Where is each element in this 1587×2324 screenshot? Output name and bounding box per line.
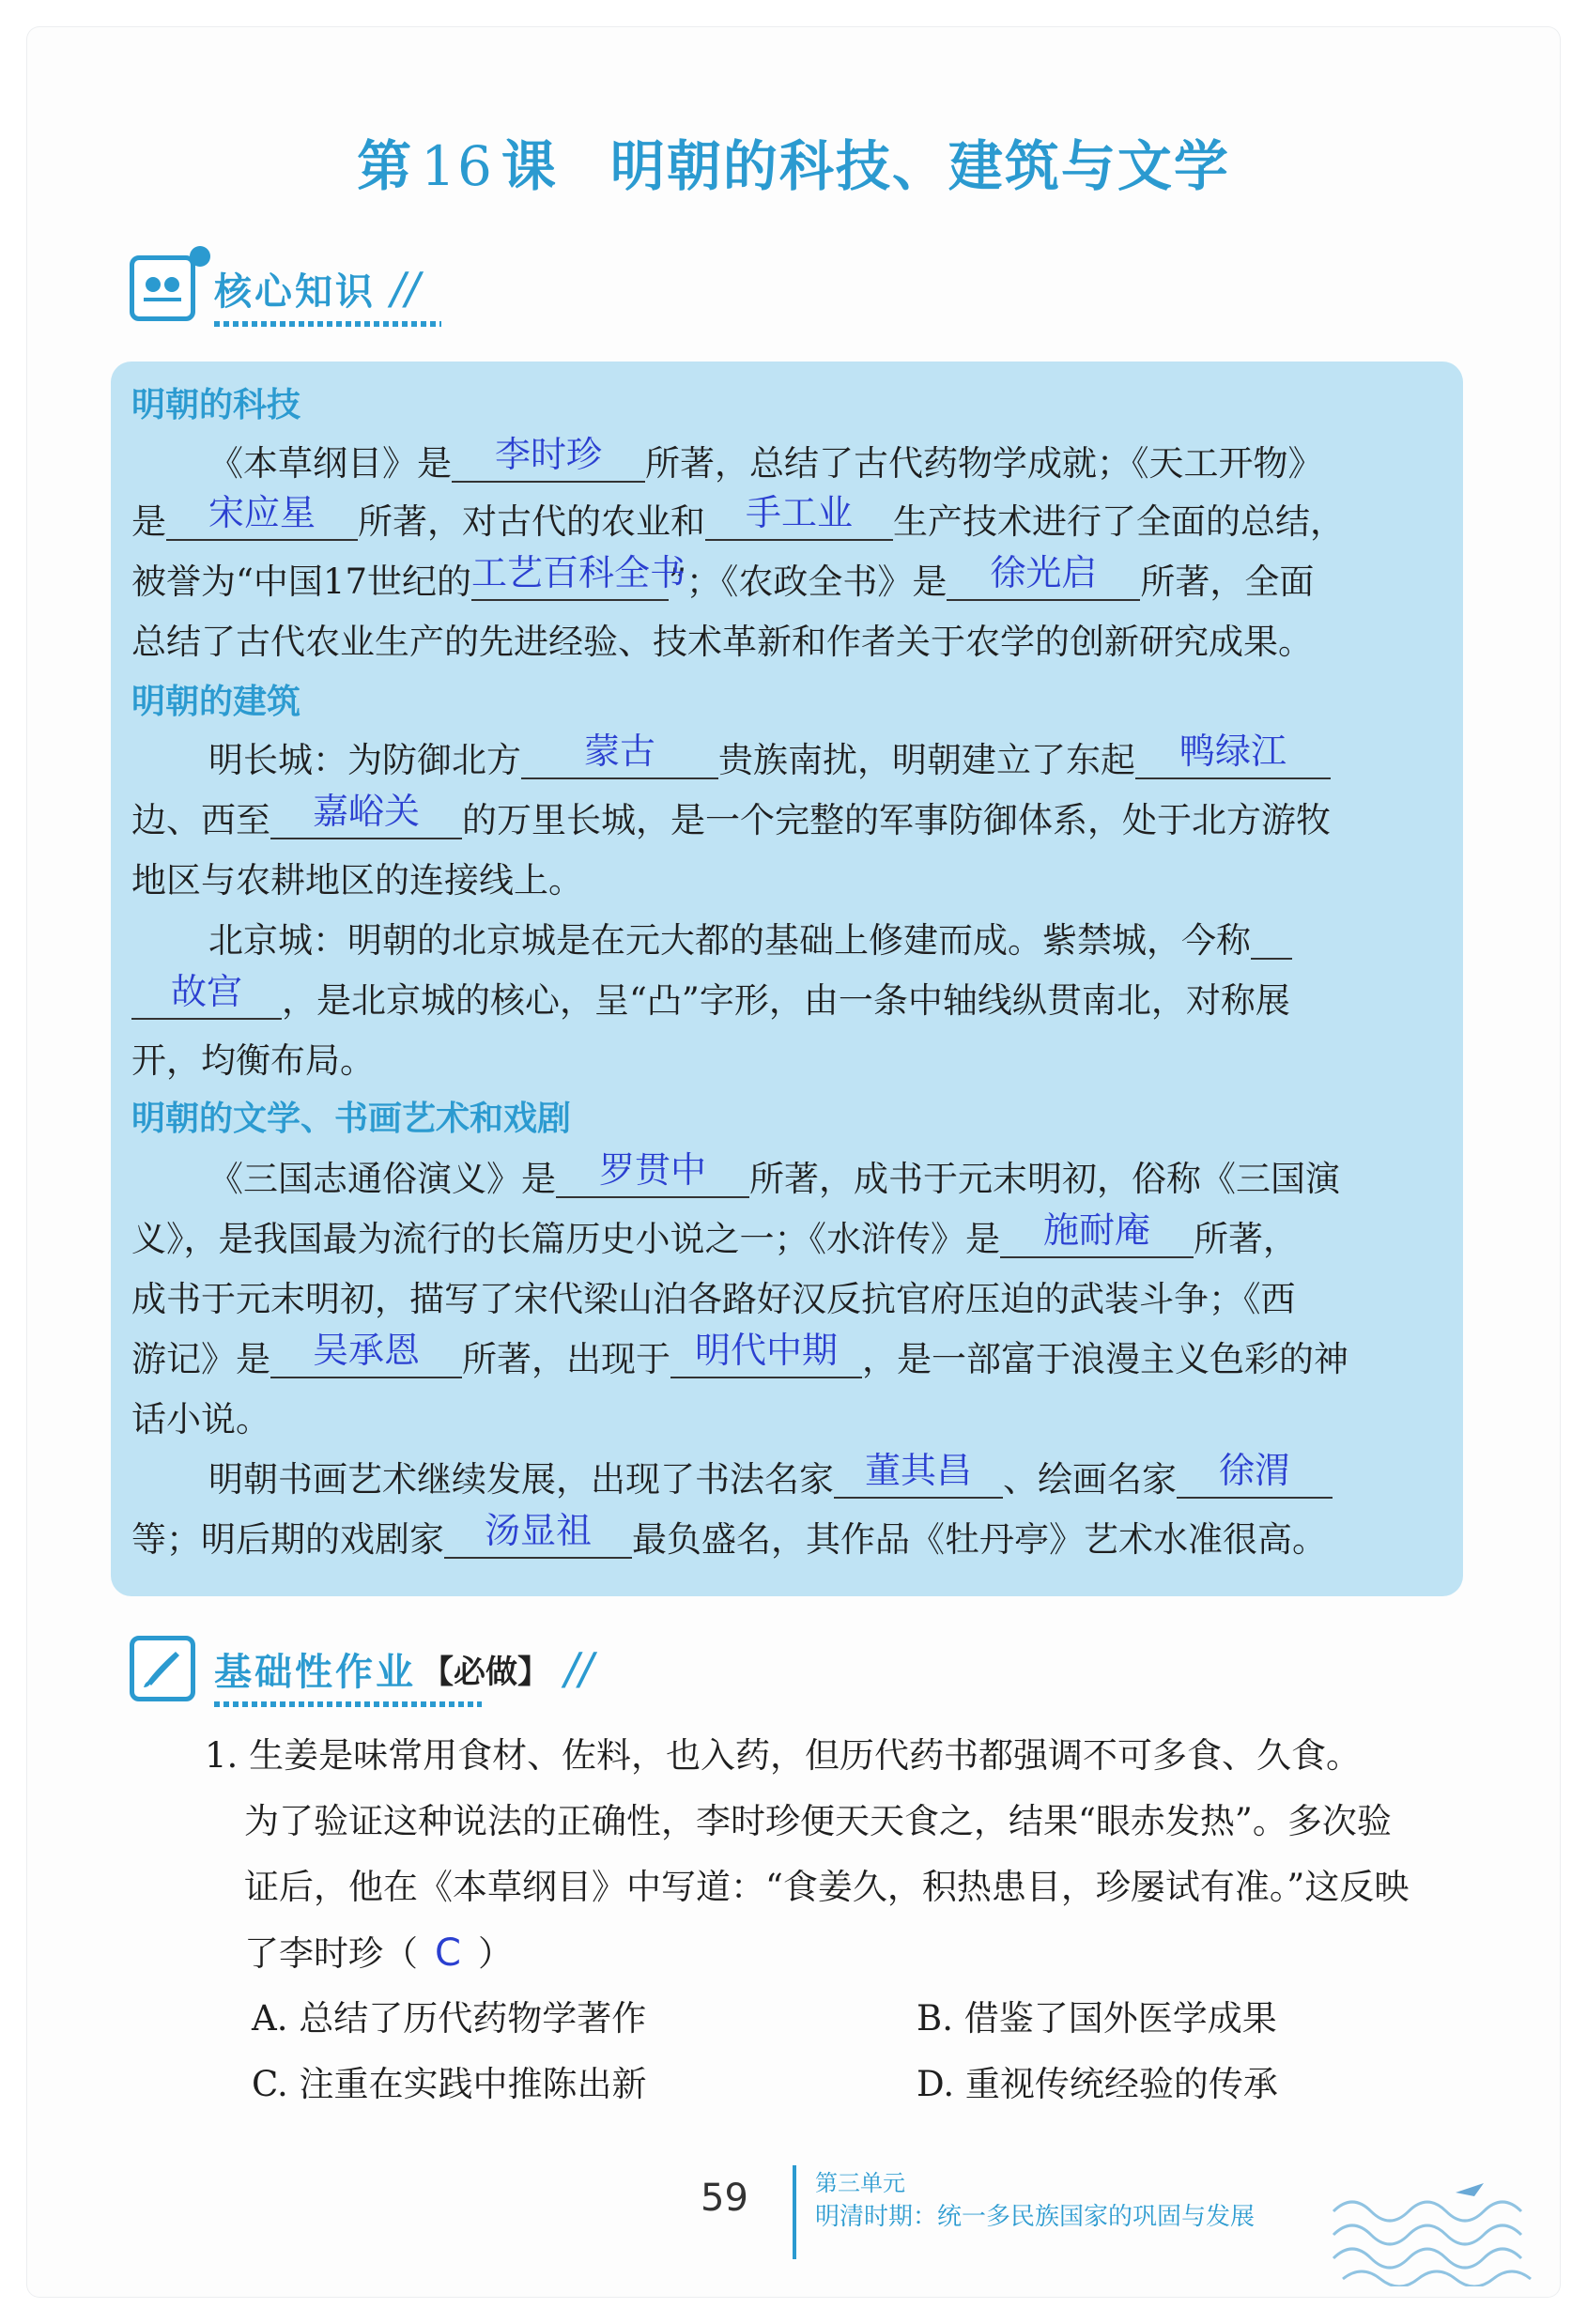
knowledge-line: 义》，是我国最为流行的长篇历史小说之一；《水浒传》是 施耐庵 所著， [131, 1209, 1298, 1259]
option-a: A. 总结了历代药物学著作 [252, 1998, 647, 2039]
knowledge-line: 明长城：为防御北方 蒙古 贵族南扰，明朝建立了东起 鸭绿江 [208, 742, 1523, 779]
knowledge-line: 地区与农耕地区的连接线上。 [131, 860, 583, 900]
answer-blank: 故宫 [131, 982, 282, 1020]
title-underline [214, 1701, 482, 1707]
heading-architecture: 明朝的建筑 [131, 683, 301, 721]
knowledge-line: 成书于元末明初，描写了宋代梁山泊各路好汉反抗官府压迫的武装斗争；《西 [131, 1279, 1296, 1319]
knowledge-line: 游记》是 吴承恩 所著，出现于 明代中期 ，是一部富于浪漫主义色彩的神 [131, 1330, 1348, 1379]
knowledge-line: 《三国志通俗演义》是 罗贯中 所著，成书于元末明初，俗称《三国演 [208, 1149, 1340, 1199]
answer-blank: 明代中期 [670, 1341, 862, 1378]
question-line: 证后，他在《本草纲目》中写道：“食姜久，积热患目，珍屡试有准。”这反映 [244, 1867, 1410, 1907]
answer-blank: 嘉峪关 [270, 802, 462, 839]
homework-label: 基础性作业 [214, 1650, 416, 1694]
required-tag: 【必做】 [422, 1653, 549, 1691]
title-number: 16 [421, 134, 494, 198]
slash-decoration-icon: // [391, 263, 420, 314]
brush-icon [130, 1636, 195, 1701]
footer-unit: 第三单元 [815, 2170, 905, 2196]
answer-blank: 李时珍 [452, 445, 645, 483]
core-knowledge-label: 核心知识 [214, 269, 376, 314]
answer-blank: 徐渭 [1177, 1461, 1333, 1499]
answer-blank: 蒙古 [521, 742, 718, 779]
dot-icon [186, 242, 214, 270]
heading-science: 明朝的科技 [131, 386, 301, 424]
option-c: C. 注重在实践中推陈出新 [252, 2064, 647, 2104]
homework-header [130, 1636, 593, 1701]
wave-decoration-icon [1324, 2174, 1559, 2286]
answer-blank: 施耐庵 [1000, 1221, 1194, 1258]
heading-literature: 明朝的文学、书画艺术和戏剧 [131, 1100, 572, 1138]
knowledge-line: 明朝书画艺术继续发展，出现了书法名家 董其昌 、绘画名家 徐渭 [208, 1461, 1523, 1499]
title-name: 明朝的科技、建筑与文学 [609, 134, 1230, 198]
question-line: 为了验证这种说法的正确性，李时珍便天天食之，结果“眼赤发热”。多次验 [244, 1801, 1392, 1841]
answer-blank: 吴承恩 [270, 1341, 462, 1378]
knowledge-line: 被誉为“中国17世纪的 工艺百科全书 ”；《农政全书》是 徐光启 所著，全面 [131, 552, 1315, 602]
knowledge-line: 是 宋应星 所著，对古代的农业和 手工业 生产技术进行了全面的总结， [131, 492, 1345, 542]
handwritten-answer: C [435, 1932, 461, 1975]
answer-blank: 徐光启 [947, 563, 1140, 601]
answer-blank: 手工业 [705, 503, 893, 541]
option-b: B. 借鉴了国外医学成果 [917, 1998, 1277, 2039]
lesson-title [0, 122, 1587, 201]
knowledge-line: 北京城：明朝的北京城是在元大都的基础上修建而成。紫禁城，今称 [208, 922, 1523, 960]
title-ke: 课 [501, 134, 558, 198]
title-lesson: 第 [357, 134, 414, 198]
answer-blank: 罗贯中 [556, 1161, 749, 1198]
knowledge-line: 开，均衡布局。 [131, 1040, 375, 1081]
knowledge-line: 边、西至 嘉峪关 的万里长城，是一个完整的军事防御体系，处于北方游牧 [131, 791, 1331, 840]
knowledge-line: 等；明后期的戏剧家 汤显祖 最负盛名，其作品《牡丹亭》艺术水准很高。 [131, 1510, 1327, 1560]
core-knowledge-title [214, 262, 376, 316]
knowledge-line: 《本草纲目》是 李时珍 所著，总结了古代药物学成就；《天工开物》 [208, 434, 1323, 484]
answer-blank: 工艺百科全书 [471, 563, 669, 601]
answer-blank: 鸭绿江 [1135, 742, 1331, 779]
slash-decoration-icon: // [564, 1643, 593, 1694]
answer-blank: 汤显祖 [444, 1521, 632, 1559]
title-underline [214, 321, 441, 327]
answer-blank: 宋应星 [166, 503, 358, 541]
question-line: 了李时珍（ C ） [244, 1932, 513, 1975]
footer-divider [793, 2165, 796, 2259]
knowledge-line: 话小说。 [131, 1399, 270, 1439]
option-d: D. 重视传统经验的传承 [917, 2064, 1278, 2104]
core-knowledge-header [130, 255, 420, 321]
page-number: 59 [701, 2177, 748, 2220]
knowledge-line: 总结了古代农业生产的先进经验、技术革新和作者关于农学的创新研究成果。 [131, 622, 1313, 662]
knowledge-line: 故宫 ，是北京城的核心，呈“凸”字形，由一条中轴线纵贯南北，对称展 [131, 982, 1446, 1020]
footer-subtitle: 明清时期：统一多民族国家的巩固与发展 [815, 2203, 1256, 2231]
answer-blank: 董其昌 [834, 1461, 1003, 1499]
question-line: 1. 生姜是味常用食材、佐料，也入药，但历代药书都强调不可多食、久食。 [205, 1735, 1362, 1776]
homework-title [214, 1642, 416, 1696]
